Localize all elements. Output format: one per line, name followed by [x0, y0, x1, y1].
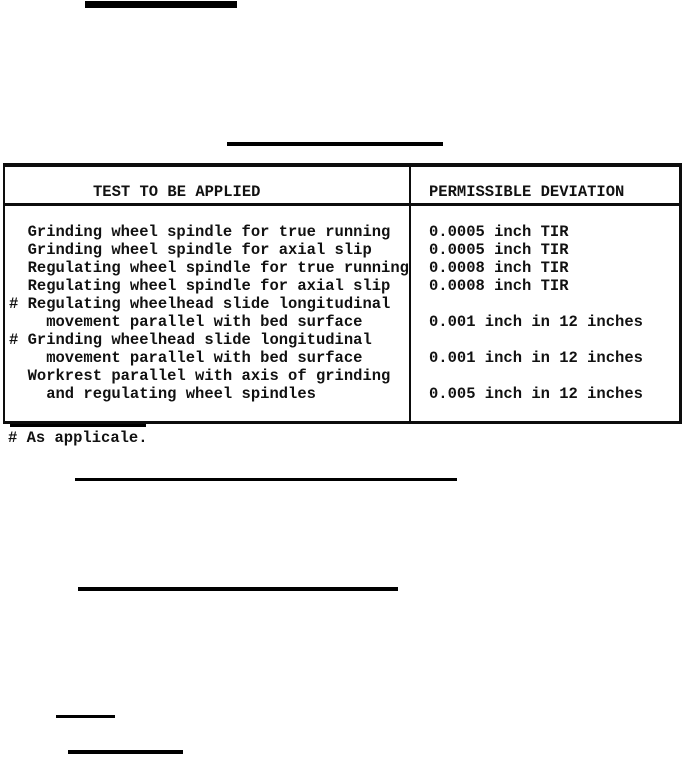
- deviation-cell: 0.0005 inch TIR: [429, 223, 569, 241]
- table-footnote: # As applicale.: [8, 429, 148, 447]
- test-cell: movement parallel with bed surface: [9, 313, 363, 331]
- table-caption-underline-rule: [227, 142, 443, 146]
- deviation-cell: 0.0008 inch TIR: [429, 277, 569, 295]
- short-underline-rule-2: [68, 750, 183, 754]
- table-body: [5, 206, 679, 403]
- test-cell: Grinding wheel spindle for true running: [9, 223, 391, 241]
- table-row: [5, 313, 679, 331]
- test-cell: # Regulating wheelhead slide longitudinal: [9, 295, 391, 313]
- test-cell: # Grinding wheelhead slide longitudinal: [9, 331, 372, 349]
- table-row: [5, 223, 679, 241]
- test-cell: Regulating wheel spindle for axial slip: [9, 277, 391, 295]
- deviation-cell: 0.001 inch in 12 inches: [429, 349, 643, 367]
- deviation-cell: [409, 331, 679, 349]
- table-row: [5, 349, 679, 367]
- table-row: [5, 367, 679, 385]
- table-header-row: [5, 167, 679, 206]
- deviation-cell: [409, 295, 679, 313]
- table-row: [5, 295, 679, 313]
- section-underline-rule-2: [78, 587, 398, 591]
- table-row: [5, 259, 679, 277]
- deviation-cell: 0.001 inch in 12 inches: [429, 313, 643, 331]
- test-cell: Regulating wheel spindle for true running: [9, 259, 409, 277]
- table-row: [5, 331, 679, 349]
- deviation-cell: [409, 367, 679, 385]
- header-permissible-deviation: PERMISSIBLE DEVIATION: [429, 183, 625, 201]
- test-cell: movement parallel with bed surface: [9, 349, 363, 367]
- deviation-cell: 0.005 inch in 12 inches: [429, 385, 643, 403]
- header-test-to-be-applied: TEST TO BE APPLIED: [93, 183, 261, 201]
- top-title-underline-rule: [85, 1, 237, 8]
- test-cell: and regulating wheel spindles: [9, 385, 316, 403]
- section-underline-rule-1: [75, 478, 457, 481]
- table-row: [5, 241, 679, 259]
- table-row: [5, 277, 679, 295]
- test-cell: Grinding wheel spindle for axial slip: [9, 241, 372, 259]
- table-row: [5, 385, 679, 403]
- deviation-cell: 0.0008 inch TIR: [429, 259, 569, 277]
- footnote-separator-rule: [10, 424, 146, 427]
- table-column-divider: [409, 167, 411, 421]
- test-cell: Workrest parallel with axis of grinding: [9, 367, 391, 385]
- permissible-deviation-table: [3, 163, 682, 424]
- short-underline-rule-1: [56, 715, 115, 718]
- deviation-cell: 0.0005 inch TIR: [429, 241, 569, 259]
